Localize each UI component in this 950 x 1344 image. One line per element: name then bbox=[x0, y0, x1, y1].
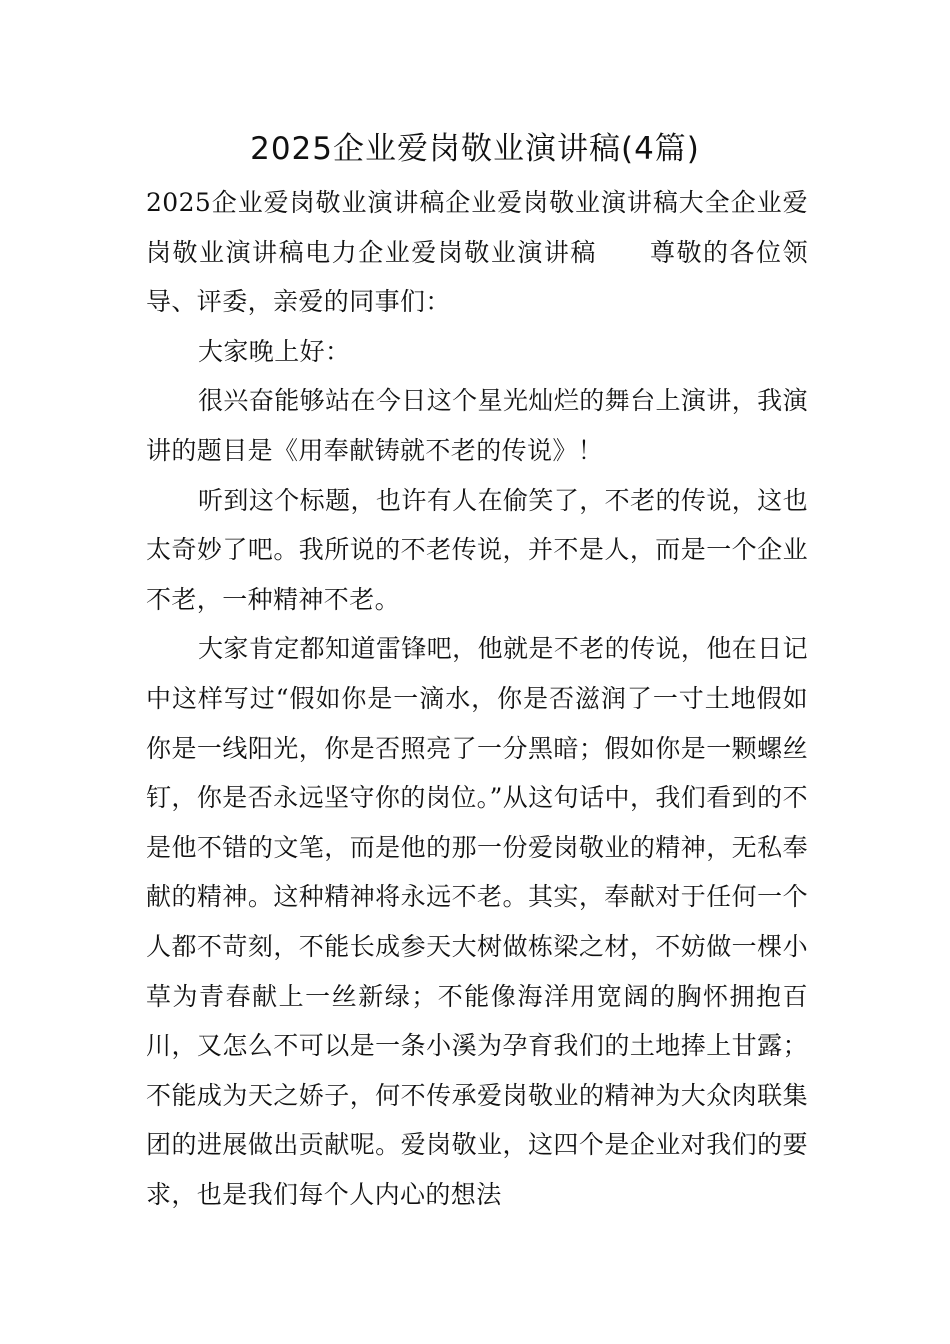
paragraph-opening: 很兴奋能够站在今日这个星光灿烂的舞台上演讲，我演讲的题目是《用奉献铸就不老的传说》！ bbox=[146, 386, 808, 465]
document-title: 2025企业爱岗敬业演讲稿(4篇) bbox=[250, 131, 700, 167]
paragraph-intro: 2025企业爱岗敬业演讲稿企业爱岗敬业演讲稿大全企业爱岗敬业演讲稿电力企业爱岗敬业演讲稿 尊敬的各位领导、评委，亲爱的同事们： bbox=[146, 188, 808, 317]
paragraph-title-explanation: 听到这个标题，也许有人在偷笑了，不老的传说，这也太奇妙了吧。我所说的不老传说，并不是人，而是一个企业不老，一种精神不老。 bbox=[146, 485, 808, 614]
document-body bbox=[146, 178, 808, 1219]
paragraph-greeting: 大家晚上好： bbox=[198, 336, 351, 366]
paragraph-lei-feng: 大家肯定都知道雷锋吧，他就是不老的传说，他在日记中这样写过“假如你是一滴水，你是否滋润了一寸土地假如你是一线阳光，你是否照亮了一分黑暗；假如你是一颗螺丝钉，你是否永远坚守你的岗位。”从这句话中，我们看到的不是他不错的文笔，而是他的那一份爱岗敬业的精神，无私奉献的精神。这种精神将永远不老。其实，奉献对于任何一个人都不苛刻，不能长成参天大树做栋梁之材，不妨做一棵小草为青春献上一丝新绿；不能像海洋用宽阔的胸怀拥抱百川，又怎么不可以是一条小溪为孕育我们的土地捧上甘露；不能成为天之娇子，何不传承爱岗敬业的精神为大众肉联集团的进展做出贡献呢。爱岗敬业，这四个是企业对我们的要求，也是我们每个人内心的想法 bbox=[146, 634, 808, 1209]
